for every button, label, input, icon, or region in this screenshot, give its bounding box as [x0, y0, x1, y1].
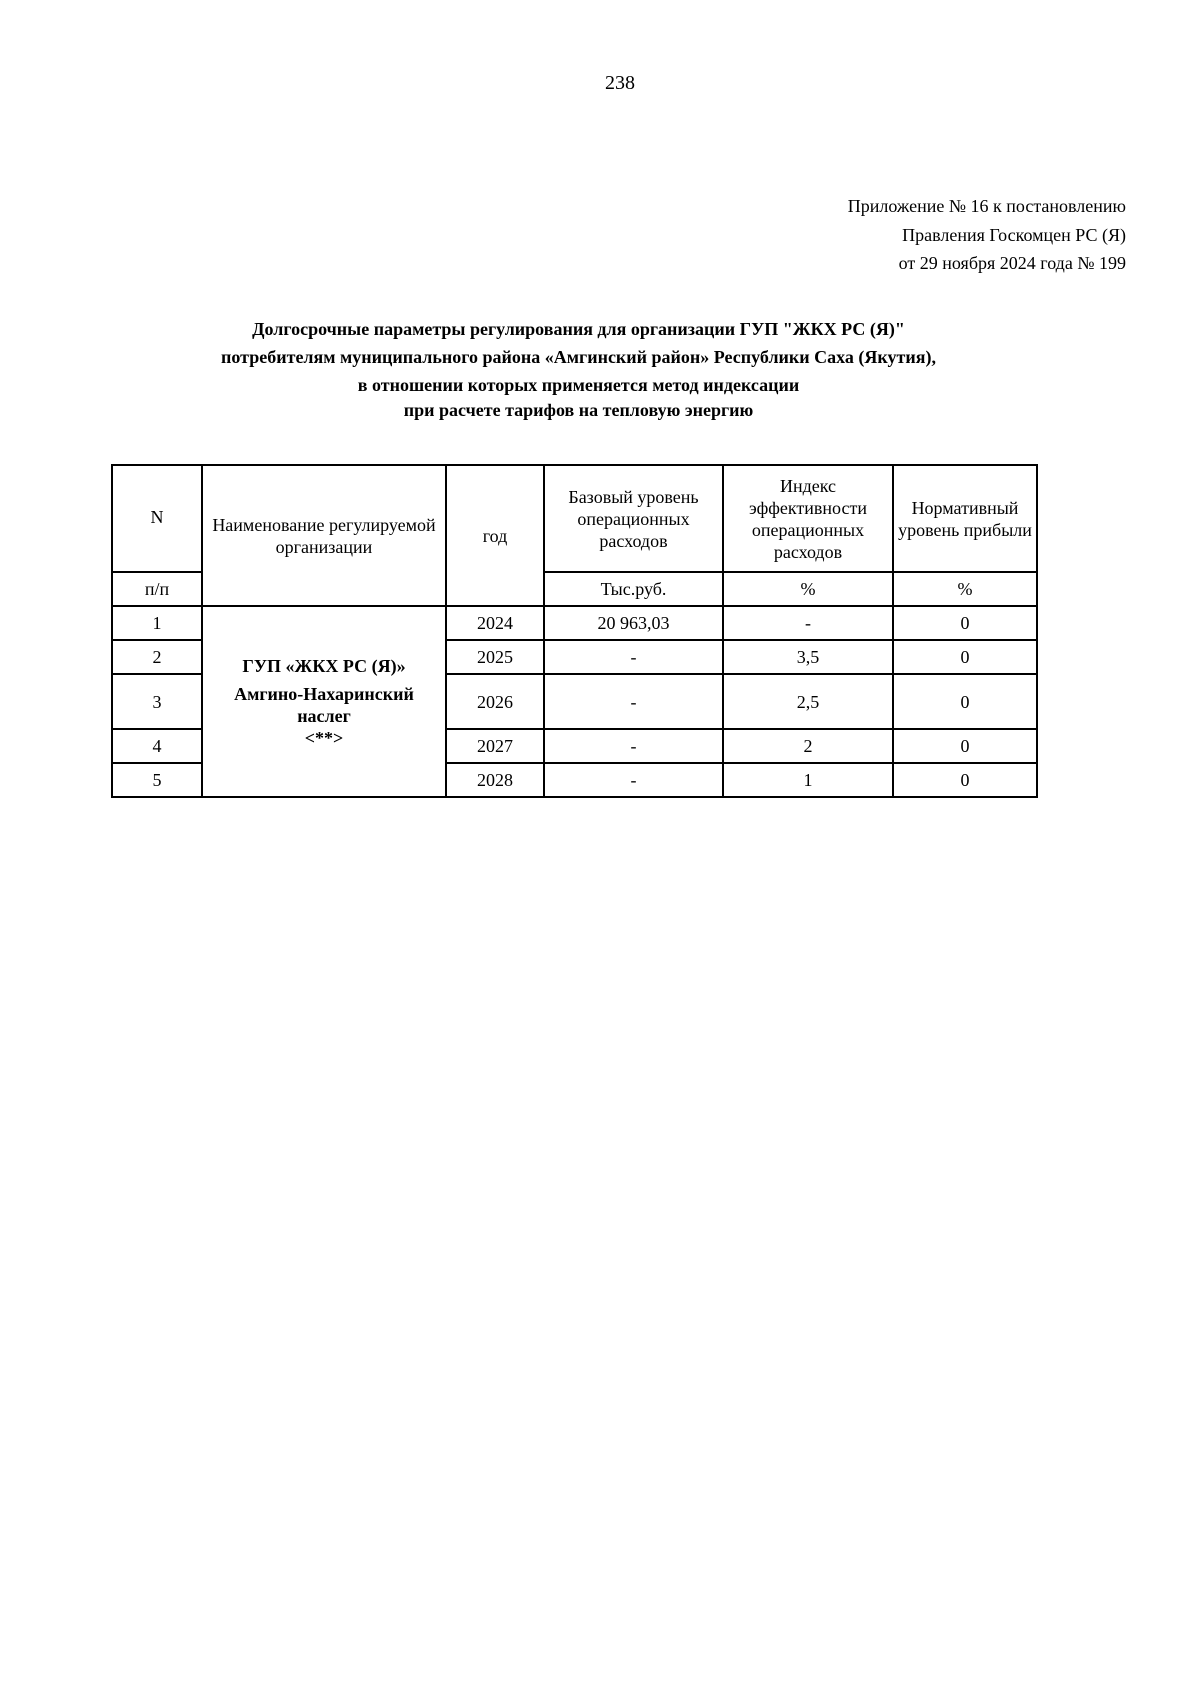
cell-n: 5	[112, 763, 202, 797]
cell-n: 3	[112, 674, 202, 729]
title-line-4: при расчете тарифов на тепловую энергию	[403, 400, 754, 420]
appendix-line-3: от 29 ноября 2024 года № 199	[898, 253, 1126, 273]
document-title	[0, 315, 1157, 421]
organization-cell	[202, 606, 446, 797]
appendix-line-2: Правления Госкомцен РС (Я)	[902, 224, 1126, 245]
cell-base-level: -	[544, 674, 723, 729]
unit-efficiency-index: %	[723, 572, 893, 606]
header-organization: Наименование регулируемой организации	[202, 465, 446, 606]
header-profit-level: Нормативный уровень прибыли	[893, 465, 1037, 572]
cell-efficiency-index: 2,5	[723, 674, 893, 729]
unit-base-level: Тыс.руб.	[544, 572, 723, 606]
cell-base-level: -	[544, 763, 723, 797]
cell-base-level: 20 963,03	[544, 606, 723, 640]
table-header-row	[112, 465, 1037, 572]
cell-efficiency-index: 3,5	[723, 640, 893, 674]
cell-profit-level: 0	[893, 606, 1037, 640]
cell-n: 4	[112, 729, 202, 763]
page-number: 238	[605, 72, 635, 94]
title-line-1: Долгосрочные параметры регулирования для организации ГУП "ЖКХ РС (Я)"	[252, 319, 905, 339]
header-n-sub: п/п	[112, 572, 202, 606]
org-footnote-mark: <**>	[304, 727, 344, 748]
cell-base-level: -	[544, 640, 723, 674]
cell-efficiency-index: 1	[723, 763, 893, 797]
cell-efficiency-index: 2	[723, 729, 893, 763]
cell-profit-level: 0	[893, 729, 1037, 763]
title-line-2: потребителям муниципального района «Амгинский район» Республики Саха (Якутия),	[221, 347, 936, 367]
appendix-reference	[848, 192, 1126, 278]
cell-profit-level: 0	[893, 674, 1037, 729]
header-efficiency-index: Индекс эффективности операционных расходов	[723, 465, 893, 572]
cell-year: 2024	[446, 606, 544, 640]
cell-n: 1	[112, 606, 202, 640]
unit-profit-level: %	[893, 572, 1037, 606]
table-row	[112, 606, 1037, 640]
org-name: ГУП «ЖКХ РС (Я)»	[242, 655, 406, 676]
cell-profit-level: 0	[893, 763, 1037, 797]
cell-n: 2	[112, 640, 202, 674]
title-line-3: в отношении которых применяется метод индексации	[357, 375, 800, 395]
cell-year: 2027	[446, 729, 544, 763]
parameters-table	[111, 464, 1038, 798]
org-locality: Амгино-Нахаринский наслег	[234, 683, 414, 726]
header-year: год	[446, 465, 544, 606]
cell-base-level: -	[544, 729, 723, 763]
cell-efficiency-index: -	[723, 606, 893, 640]
header-base-level: Базовый уровень операционных расходов	[544, 465, 723, 572]
appendix-line-1: Приложение № 16 к постановлению	[847, 196, 1126, 216]
cell-year: 2025	[446, 640, 544, 674]
header-n: N	[112, 465, 202, 572]
cell-year: 2028	[446, 763, 544, 797]
cell-year: 2026	[446, 674, 544, 729]
cell-profit-level: 0	[893, 640, 1037, 674]
